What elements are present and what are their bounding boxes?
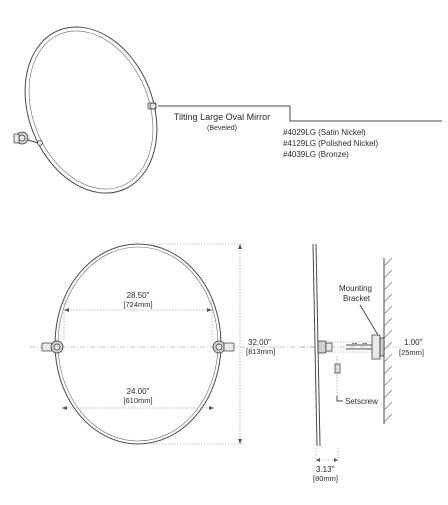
setscrew-label: Setscrew xyxy=(345,397,378,406)
dim-bracket-offset-in: 1.00" xyxy=(404,338,423,347)
mounting-bracket-label-2: Bracket xyxy=(343,294,371,303)
front-mirror-inner xyxy=(58,247,218,441)
setscrew xyxy=(335,356,343,401)
wall-hatching xyxy=(384,258,392,422)
title-block xyxy=(174,112,379,159)
perspective-view xyxy=(1,7,442,213)
svg-text:⊶: ⊶ xyxy=(352,341,357,347)
side-pivot xyxy=(318,341,332,353)
product-title: Tilting Large Oval Mirror xyxy=(173,112,271,122)
front-right-pivot xyxy=(213,341,234,353)
dim-inner-width-mm: [724mm] xyxy=(123,300,153,309)
model-line-1: #4029LG (Satin Nickel) xyxy=(283,128,366,137)
perspective-mirror-outer xyxy=(1,7,180,213)
dim-bottom-width xyxy=(62,387,214,410)
model-line-3: #4039LG (Bronze) xyxy=(283,150,349,159)
dim-depth-mm: [80mm] xyxy=(313,474,339,483)
front-mirror-outer xyxy=(55,244,221,444)
mounting-bracket-leader xyxy=(360,305,378,335)
dim-bracket-offset-mm: [25mm] xyxy=(399,348,425,357)
dim-height xyxy=(150,244,275,444)
dim-height-in: 32.00" xyxy=(248,338,271,347)
svg-text:⊶: ⊶ xyxy=(362,341,367,347)
dim-bottom-width-in: 24.00" xyxy=(126,387,150,396)
dim-height-mm: [813mm] xyxy=(246,347,276,356)
dim-depth-in: 3.13" xyxy=(316,465,335,474)
perspective-mirror-inner xyxy=(7,12,176,208)
product-subtitle: (Beveled) xyxy=(207,125,237,132)
model-line-2: #4129LG (Polished Nickel) xyxy=(283,139,379,148)
dim-inner-width xyxy=(64,291,212,340)
perspective-right-pivot xyxy=(148,103,156,109)
front-view xyxy=(30,244,318,444)
dim-inner-width-in: 28.50" xyxy=(126,291,150,300)
mounting-bracket-label-1: Mounting xyxy=(339,284,372,293)
front-left-pivot xyxy=(42,341,63,353)
dim-depth xyxy=(313,448,338,483)
dim-bottom-width-mm: [610mm] xyxy=(123,396,153,405)
side-view xyxy=(300,244,424,483)
